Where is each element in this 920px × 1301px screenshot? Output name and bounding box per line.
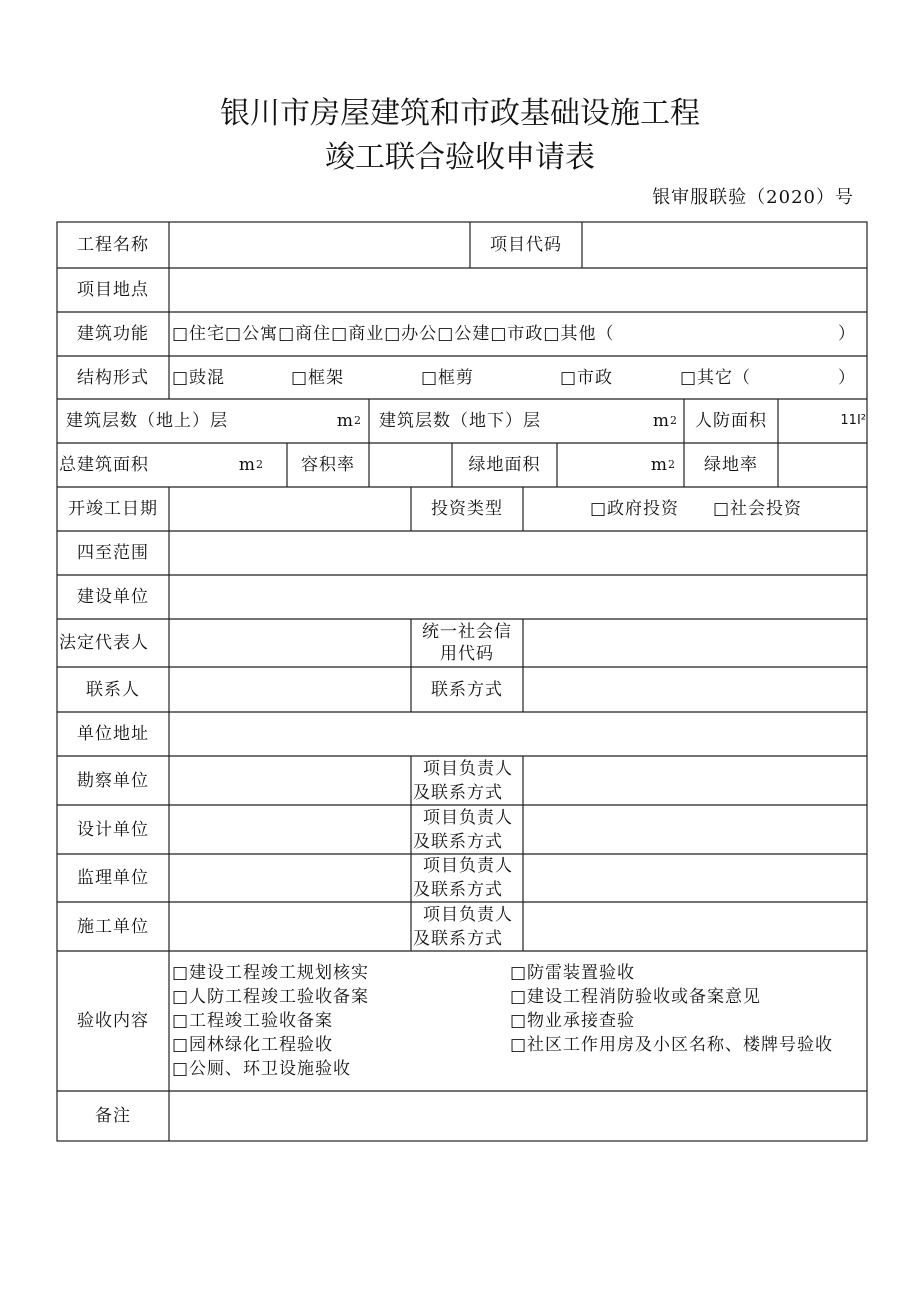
builder-field[interactable] [170,576,866,618]
structure-option-brick[interactable]: □豉混 [172,367,226,388]
supervision-pm-label: 项目负责人 及联系方式 [413,856,513,900]
design-unit-field[interactable] [170,806,410,853]
legal-rep-field[interactable] [170,620,410,666]
floors-above-label: 建筑层数（地上）层 [66,411,228,431]
construction-pm-field[interactable] [524,903,866,950]
plot-ratio-label: 容积率 [301,455,355,475]
dates-label: 开竣工日期 [68,499,158,519]
form-title-line1: 银川市房屋建筑和市政基础设施工程 [220,96,700,131]
credit-code-field[interactable] [524,620,866,666]
structure-option-other[interactable]: □其它（ [680,367,752,388]
project-code-field[interactable] [583,223,866,267]
survey-unit-field[interactable] [170,757,410,804]
form-title-line2: 竣工联合验收申请表 [325,140,595,175]
unit-address-field[interactable] [170,713,866,755]
builder-label: 建设单位 [77,587,149,607]
civil-defense-unit: 11I² [840,413,866,428]
supervision-pm-field[interactable] [524,855,866,901]
design-unit-label: 设计单位 [77,819,149,840]
project-name-label: 工程名称 [77,235,149,255]
contact-person-field[interactable] [170,668,410,711]
supervision-unit-label: 监理单位 [77,868,149,888]
acceptance-item-planning[interactable]: □建设工程竣工规划核实 [172,963,370,983]
dates-field[interactable] [170,488,410,530]
acceptance-item-sanitation[interactable]: □公厕、环卫设施验收 [172,1059,352,1079]
contact-method-field[interactable] [524,668,866,711]
green-rate-field[interactable] [779,444,866,486]
floors-below-unit: m 2 [652,411,678,431]
green-area-label: 绿地面积 [468,455,541,475]
legal-rep-label: 法定代表人 [59,633,149,653]
structure-option-frame-shear[interactable]: □框剪 [421,367,475,388]
supervision-unit-field[interactable] [170,855,410,901]
remarks-label: 备注 [95,1106,131,1126]
construction-unit-label: 施工单位 [77,916,149,937]
boundaries-field[interactable] [170,532,866,574]
plot-ratio-field[interactable] [370,444,451,486]
floors-below-label: 建筑层数（地下）层 [379,411,541,431]
project-location-label: 项目地点 [77,280,149,300]
design-pm-label: 项目负责人 及联系方式 [413,807,513,852]
civil-defense-label: 人防面积 [695,411,767,431]
investment-social-option[interactable]: □社会投资 [713,499,803,519]
structure-label: 结构形式 [77,367,149,388]
acceptance-item-landscaping[interactable]: □园林绿化工程验收 [172,1035,334,1055]
acceptance-item-community[interactable]: □社区工作用房及小区名称、楼牌号验收 [510,1035,834,1055]
green-rate-label: 绿地率 [704,455,758,475]
total-area-unit: m 2 [238,455,264,475]
building-function-close: ） [838,324,856,344]
project-location-field[interactable] [170,269,866,311]
floors-above-unit: m 2 [336,411,362,431]
acceptance-item-completion-filing[interactable]: □工程竣工验收备案 [172,1011,334,1031]
contact-person-label: 联系人 [86,679,140,700]
structure-close: ） [838,367,856,388]
building-function-label: 建筑功能 [77,324,149,344]
investment-label: 投资类型 [431,499,503,519]
green-area-unit: m 2 [650,455,676,475]
total-area-label: 总建筑面积 [59,455,149,475]
project-name-field[interactable] [170,223,469,267]
unit-address-label: 单位地址 [77,724,149,744]
survey-pm-label: 项目负责人 及联系方式 [413,758,513,803]
acceptance-label: 验收内容 [77,1011,149,1031]
contact-method-label: 联系方式 [431,679,503,700]
construction-unit-field[interactable] [170,903,410,950]
project-code-label: 项目代码 [490,235,562,255]
building-function-options[interactable]: □住宅□公寓□商住□商业□办公□公建□市政□其他（ [172,324,615,344]
boundaries-label: 四至范围 [77,543,149,563]
design-pm-field[interactable] [524,806,866,853]
acceptance-item-fire[interactable]: □建设工程消防验收或备案意见 [510,987,762,1007]
structure-option-municipal[interactable]: □市政 [560,367,614,388]
survey-unit-label: 勘察单位 [77,770,149,791]
remarks-field[interactable] [170,1092,866,1140]
acceptance-item-property[interactable]: □物业承接查验 [510,1011,636,1031]
construction-pm-label: 项目负责人 及联系方式 [413,904,513,949]
document-number: 银审服联验（2020）号 [652,187,854,208]
credit-code-label: 统一社会信 用代码 [422,622,512,664]
structure-option-frame[interactable]: □框架 [291,367,345,388]
investment-gov-option[interactable]: □政府投资 [590,499,680,519]
acceptance-item-lightning[interactable]: □防雷装置验收 [510,963,636,983]
survey-pm-field[interactable] [524,757,866,804]
acceptance-item-civil-defense[interactable]: □人防工程竣工验收备案 [172,987,370,1007]
